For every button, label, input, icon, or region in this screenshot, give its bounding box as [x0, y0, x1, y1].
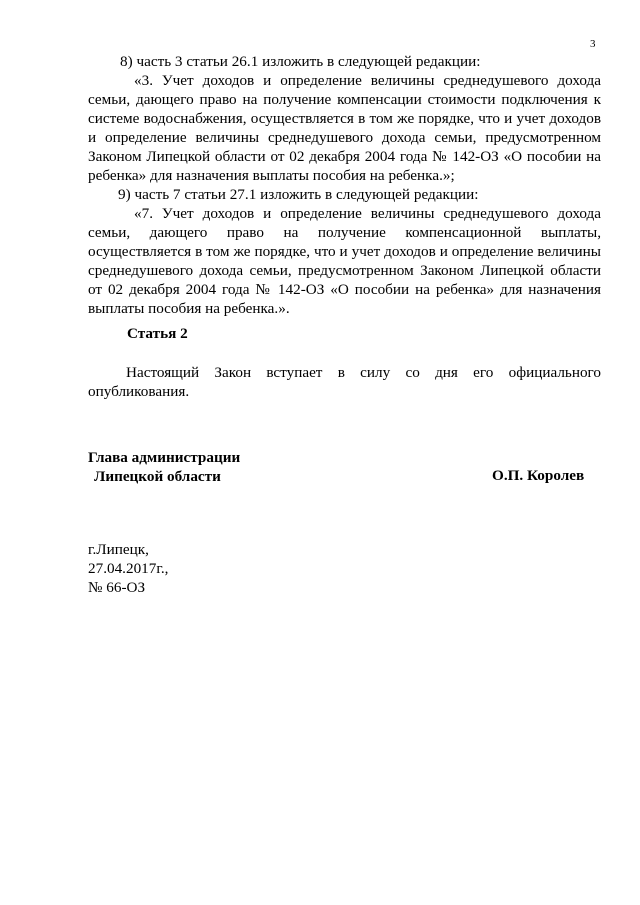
article-2-text: Настоящий Закон вступает в силу со дня его официального опубликования. — [88, 364, 601, 400]
footer-date: 27.04.2017г., — [88, 560, 169, 577]
item-8-text: «3. Учет доходов и определение величины среднедушевого дохода семьи, дающего право на получение компенсации стоимости подключения к системе водоснабжения, осуществляется в том же порядке, что и учет доходов и определение величины среднедушевого дохода семьи, предусмотренном Законом Липецкой области от 02 декабря 2004 года № 142-ОЗ «О пособии на ребенка» для назначения выплаты пособия на ребенка.»; — [88, 72, 601, 184]
signature-title-line1: Глава администрации — [88, 449, 241, 466]
item-9-heading: 9) часть 7 статьи 27.1 изложить в следующей редакции: — [118, 186, 479, 203]
article-2-heading: Статья 2 — [127, 325, 188, 342]
item-9-text: «7. Учет доходов и определение величины среднедушевого дохода семьи, дающего право на получение компенсационной выплаты, осуществляется в том же порядке, что и учет доходов и определение величины среднедушевого дохода семьи, предусмотренном Законом Липецкой области от 02 декабря 2004 года № 142-ОЗ «О пособии на ребенка» для назначения выплаты пособия на ребенка.». — [88, 205, 601, 317]
page-number: 3 — [590, 38, 596, 50]
signer-name: О.П. Королев — [492, 467, 585, 484]
signature-title — [88, 448, 240, 486]
footer-city: г.Липецк, — [88, 541, 149, 558]
footer-law-number: № 66-ОЗ — [88, 579, 146, 596]
document-footer — [88, 540, 168, 597]
signature-title-line2: Липецкой области — [94, 468, 221, 485]
item-8-heading: 8) часть 3 статьи 26.1 изложить в следующей редакции: — [120, 53, 481, 70]
